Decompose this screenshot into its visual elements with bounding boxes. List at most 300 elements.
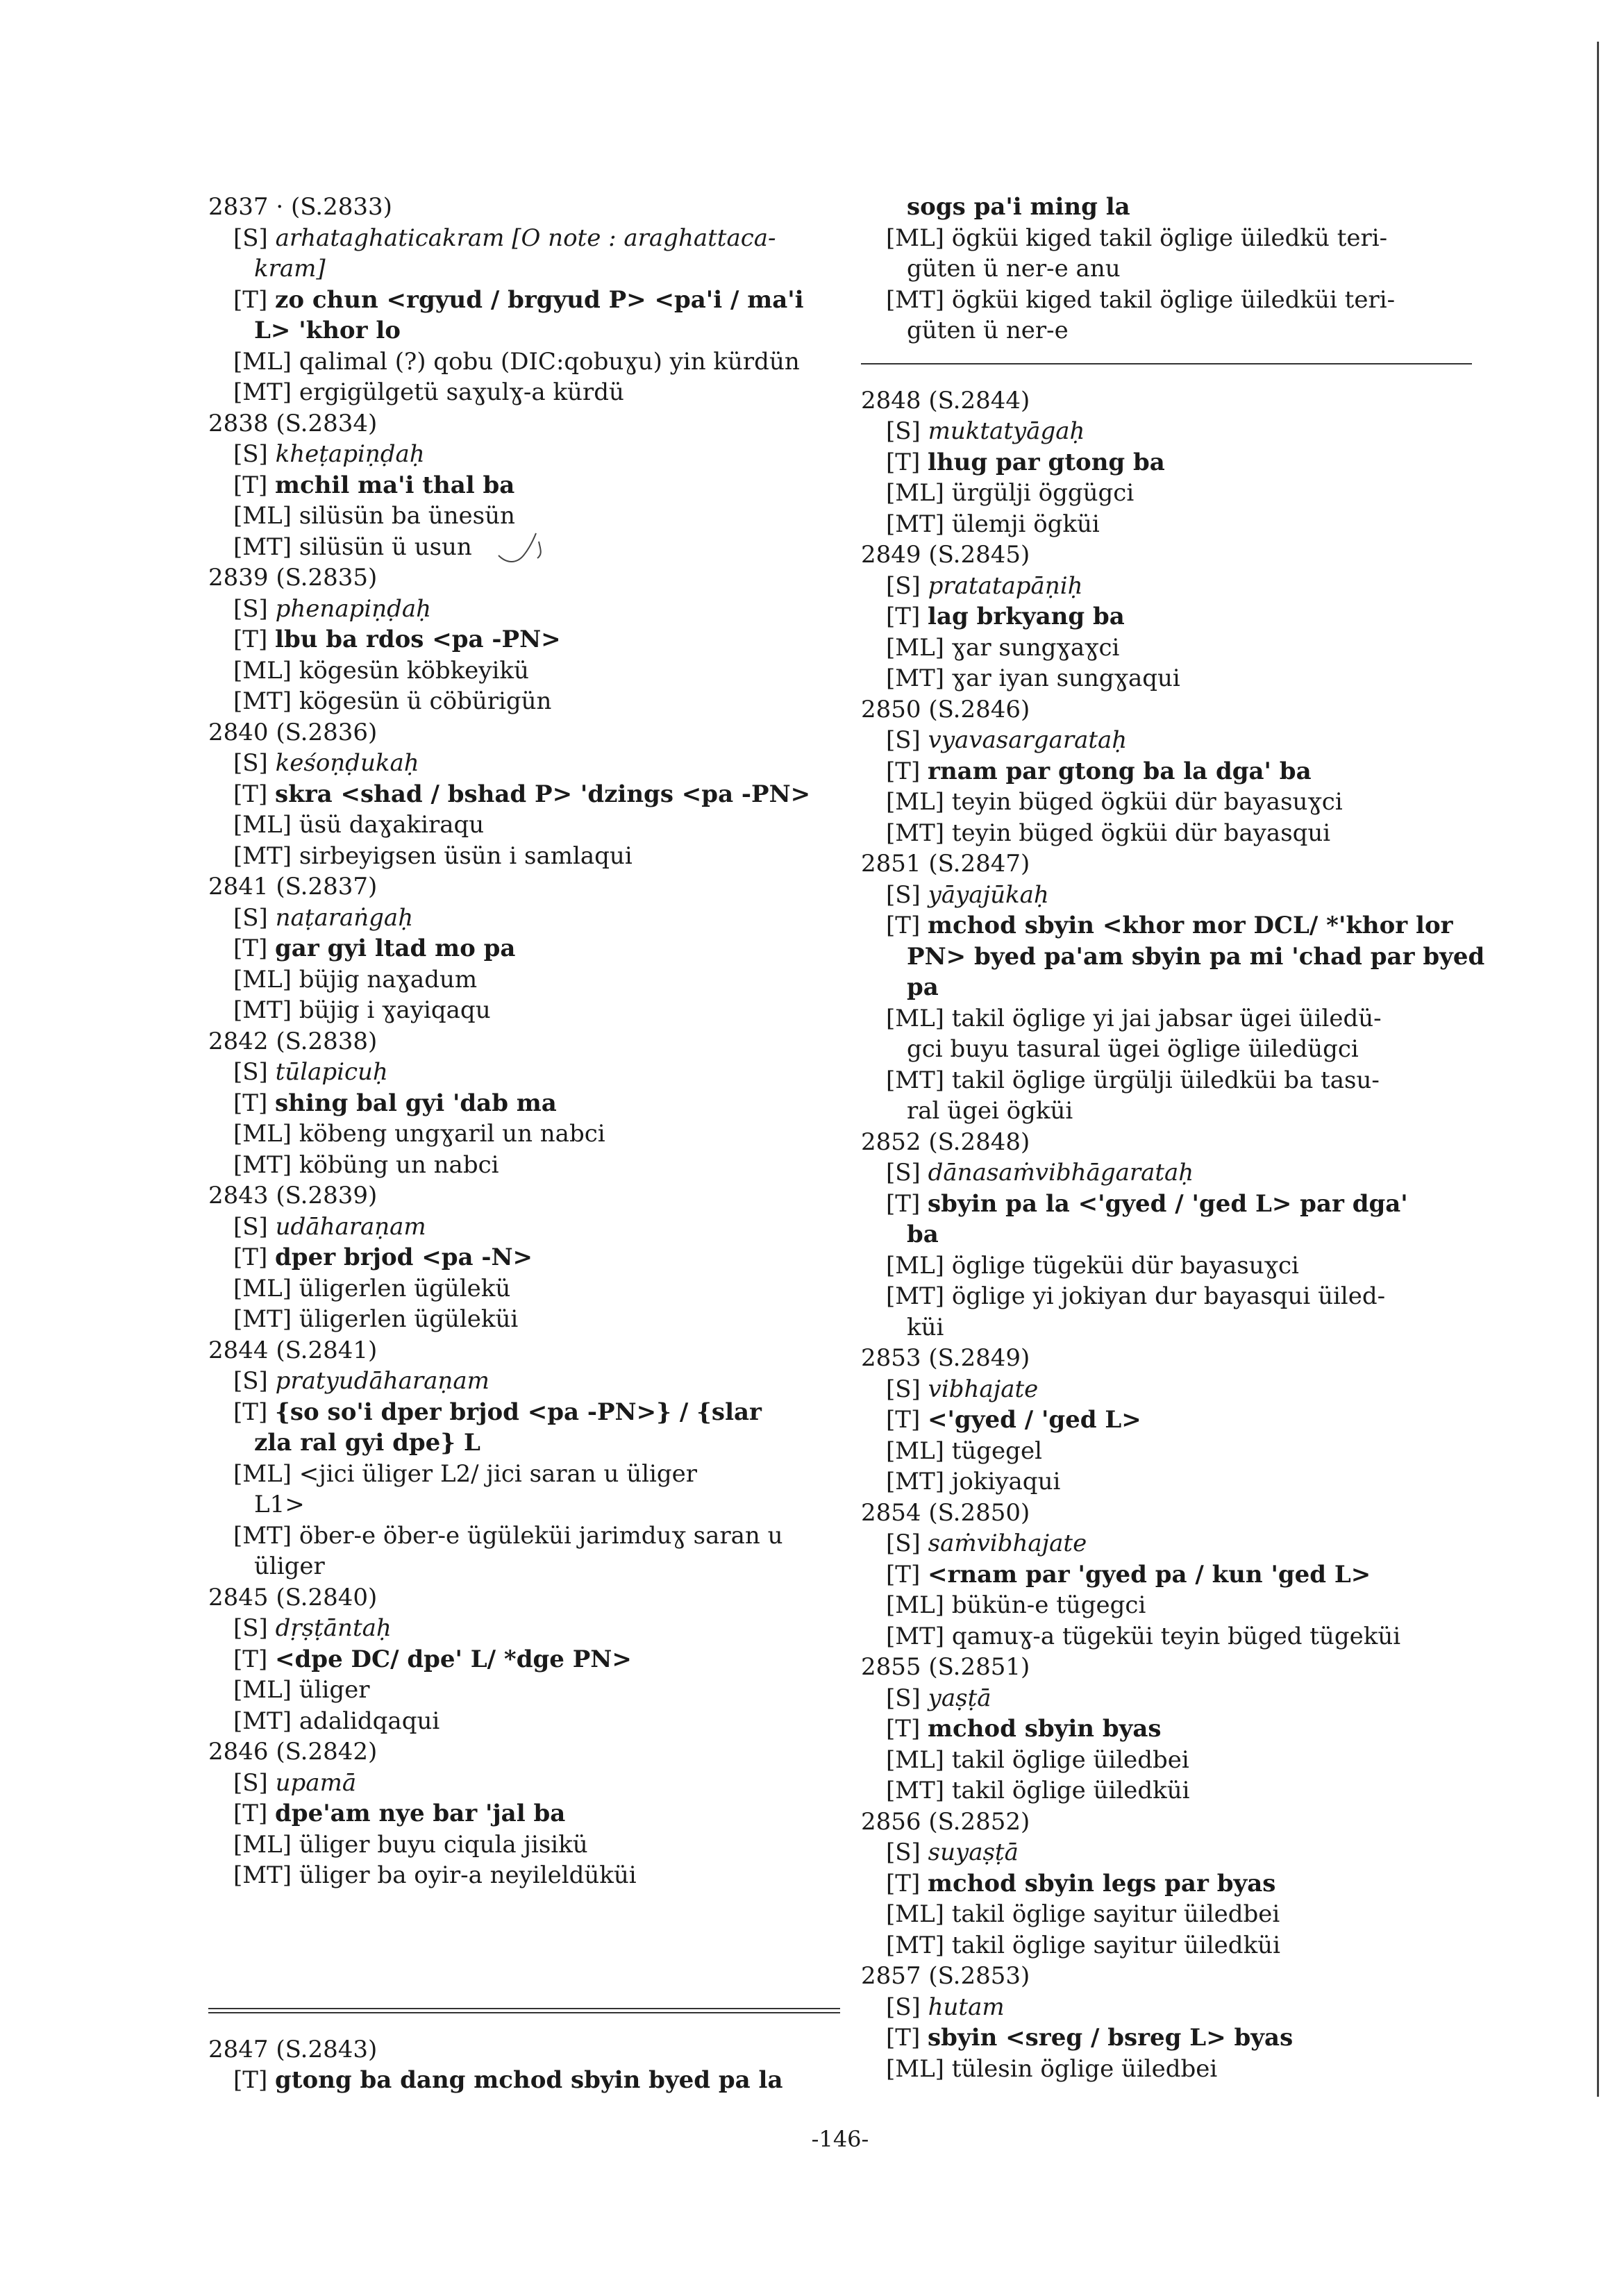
field-label: [MT] <box>886 819 945 847</box>
entry-line <box>861 601 1472 632</box>
entry-heading: 2852 (S.2848) <box>861 1128 1030 1156</box>
field-label: [S] <box>886 1838 921 1866</box>
entry-line <box>861 818 1472 849</box>
entry-line <box>208 1798 840 1829</box>
field-text: teyin büged ögküi dür bayasqui <box>951 819 1331 847</box>
field-text: takil öglige üiledbei <box>951 1745 1189 1774</box>
entry-line <box>861 571 1472 602</box>
field-text: jokiyaqui <box>951 1468 1061 1495</box>
field-label: [ML] <box>233 1676 292 1704</box>
entry-line <box>208 1273 840 1305</box>
field-text: zo chun <rgyud / brgyud P> <pa'i / ma'i <box>275 285 804 314</box>
field-text: muktatyāgaḥ <box>928 417 1085 445</box>
field-label: [T] <box>233 1800 268 1827</box>
entry-line <box>861 1065 1472 1096</box>
handwritten-mark-icon <box>493 528 549 569</box>
entry-line <box>208 285 840 316</box>
field-label: [T] <box>886 2024 921 2052</box>
entry-line <box>208 841 840 872</box>
field-text: üliger <box>299 1676 370 1704</box>
field-label: [ML] <box>233 656 292 685</box>
entry-line <box>208 964 840 996</box>
field-text: kögesün köbkeyikü <box>299 656 529 685</box>
entry-line <box>861 972 1472 1003</box>
entry-line <box>861 941 1485 973</box>
left-column <box>208 192 840 2096</box>
entry-line <box>208 903 840 934</box>
field-text: sogs pa'i ming la <box>907 193 1130 221</box>
page-number: -146- <box>811 2126 869 2152</box>
entry-line <box>208 346 840 378</box>
field-label: [S] <box>233 1614 268 1642</box>
field-label: [T] <box>886 1406 921 1434</box>
entry-heading: 2850 (S.2846) <box>861 695 1030 723</box>
field-text: <'gyed / 'ged L> <box>928 1406 1141 1434</box>
field-label: [MT] <box>886 1777 945 1804</box>
field-text: shing bal gyi 'dab ma <box>275 1089 557 1117</box>
field-text: tülesin öglige üiledbei <box>951 2054 1218 2083</box>
section-divider <box>861 363 1472 364</box>
field-text: <rnam par 'gyed pa / kun 'ged L> <box>928 1560 1371 1589</box>
field-text: pratatapāṇiḥ <box>928 571 1083 600</box>
field-label: [T] <box>886 1560 921 1589</box>
entry-line <box>861 663 1472 694</box>
entry-line <box>208 1829 840 1861</box>
entry-line <box>861 416 1472 447</box>
field-text: silüsün ü usun <box>299 533 472 561</box>
field-text: mchil ma'i thal ba <box>275 471 515 499</box>
field-text: keśoṇḍukaḥ <box>275 749 419 777</box>
field-text: phenapiṇḍaḥ <box>275 594 432 623</box>
entry-line <box>208 1675 840 1706</box>
entry-line <box>861 478 1472 509</box>
field-text: takil öglige yi jai jabsar ügei üiledü- <box>951 1004 1382 1032</box>
field-label: [MT] <box>886 1622 945 1650</box>
entry-line <box>208 748 840 779</box>
entry-line <box>861 1837 1472 1868</box>
field-label: [MT] <box>233 687 292 715</box>
field-text: L1> <box>254 1491 305 1518</box>
field-label: [ML] <box>233 1274 292 1302</box>
entry-line <box>208 779 840 810</box>
field-label: [T] <box>233 1243 268 1271</box>
field-text: kögesün ü cöbürigün <box>299 687 552 715</box>
field-text: arhataghaticakram [O note : araghattaca- <box>275 224 776 252</box>
field-text: lhug par gtong ba <box>928 448 1165 476</box>
field-text: dānasaṁvibhāgarataḥ <box>928 1159 1194 1187</box>
entry-line <box>861 1621 1472 1652</box>
field-label: [S] <box>886 1684 921 1712</box>
field-label: [T] <box>886 757 921 785</box>
field-label: [MT] <box>233 1150 292 1179</box>
field-text: köbüng un nabci <box>299 1150 499 1179</box>
entry-line <box>208 501 840 532</box>
entry-line <box>208 624 840 655</box>
field-label: [ML] <box>233 502 292 530</box>
entry-line <box>861 725 1472 756</box>
entry-heading: 2847 (S.2843) <box>208 2035 378 2063</box>
entry-line <box>861 1528 1472 1559</box>
field-text: L> 'khor lo <box>254 317 401 344</box>
entry-line <box>861 1281 1472 1312</box>
entry-line <box>208 223 840 254</box>
field-text: mchod sbyin legs par byas <box>928 1869 1276 1897</box>
field-text: qalimal (?) qobu (DIC:qobuɣu) yin kürdün <box>299 347 800 376</box>
entry-line <box>208 686 840 717</box>
entry-line <box>208 1427 840 1459</box>
field-label: [S] <box>886 880 921 909</box>
field-label: [ML] <box>233 1120 292 1148</box>
entry-line <box>861 223 1472 254</box>
field-text: ergigülgetü saɣulɣ-a kürdü <box>299 378 624 406</box>
entry-line <box>208 470 840 501</box>
field-label: [MT] <box>233 996 292 1024</box>
field-label: [ML] <box>886 1745 944 1774</box>
spacer <box>208 2013 840 2034</box>
field-text: qamuɣ-a tügeküi teyin büged tügeküi <box>951 1622 1401 1650</box>
field-label: [S] <box>233 1212 268 1241</box>
entry-line <box>208 1860 840 1891</box>
field-label: [T] <box>233 1398 268 1426</box>
field-text: udāharaṇam <box>275 1212 426 1241</box>
field-label: [S] <box>233 1058 268 1086</box>
entry-heading: 2841 (S.2837) <box>208 873 378 900</box>
field-label: [ML] <box>233 1830 292 1859</box>
field-label: [ML] <box>886 633 944 662</box>
field-text: <dpe DC/ dpe' L/ *dge PN> <box>275 1645 632 1673</box>
field-label: [MT] <box>886 1066 945 1094</box>
field-text: yāyajūkaḥ <box>928 880 1049 909</box>
field-label: [ML] <box>886 1004 944 1032</box>
field-label: [S] <box>886 1375 921 1403</box>
field-text: pratyudāharaṇam <box>275 1367 489 1395</box>
entry-line <box>208 1613 840 1644</box>
entry-line <box>208 1459 840 1490</box>
entry-line <box>208 1768 840 1799</box>
field-label: [T] <box>886 1869 921 1897</box>
field-text: dper brjod <pa -N> <box>275 1243 533 1271</box>
field-label: [T] <box>233 285 268 314</box>
entry-line <box>861 2022 1472 2054</box>
field-text: vibhajate <box>928 1375 1039 1403</box>
field-text: PN> byed pa'am sbyin pa mi 'chad par byed <box>907 942 1485 971</box>
field-text: üliger ba oyir-a neyileldüküi <box>299 1861 637 1889</box>
field-label: [T] <box>233 471 268 499</box>
entry-line <box>861 1775 1472 1807</box>
entry-line <box>861 1034 1472 1065</box>
field-label: [ML] <box>233 1459 292 1488</box>
entry-line <box>208 933 840 964</box>
field-label: [MT] <box>233 1861 292 1889</box>
field-label: [ML] <box>886 1251 944 1280</box>
field-text: lbu ba rdos <pa -PN> <box>275 626 561 653</box>
field-text: vyavasargarataḥ <box>928 726 1128 754</box>
field-label: [T] <box>233 2066 268 2094</box>
entry-line <box>208 1088 840 1119</box>
field-text: ɣar iyan sungɣaqui <box>951 664 1180 692</box>
field-text: kheṭapiṇḍaḥ <box>275 440 425 468</box>
field-label: [T] <box>233 1089 268 1117</box>
field-label: [ML] <box>886 1591 944 1619</box>
entry-line <box>208 1242 840 1273</box>
field-label: [T] <box>886 448 921 476</box>
entry-line <box>208 594 840 625</box>
field-label: [S] <box>886 1159 921 1187</box>
field-text: büjig i ɣayiqaqu <box>299 996 491 1024</box>
field-label: [ML] <box>233 965 292 994</box>
field-text: suyaṣṭā <box>928 1838 1019 1866</box>
entry-line <box>861 1157 1472 1189</box>
field-label: [T] <box>233 935 268 962</box>
entry-line <box>208 439 840 470</box>
field-label: [T] <box>233 626 268 653</box>
field-label: [T] <box>886 1189 921 1218</box>
field-text: ürgülji öggügci <box>951 479 1135 507</box>
entry-line <box>208 810 840 841</box>
field-label: [S] <box>886 571 921 600</box>
entry-line <box>208 995 840 1026</box>
entry-line <box>861 1312 1472 1343</box>
field-text: adalidqaqui <box>299 1707 440 1735</box>
field-text: naṭaraṅgaḥ <box>275 903 414 932</box>
field-text: sbyin pa la <'gyed / 'ged L> par dga' <box>928 1189 1408 1218</box>
field-label: [MT] <box>886 285 945 314</box>
right-column <box>861 192 1485 2084</box>
entry-heading: 2842 (S.2838) <box>208 1027 378 1055</box>
field-text: takil öglige ürgülji üiledküi ba tasu- <box>951 1066 1380 1094</box>
field-label: [MT] <box>233 378 292 406</box>
field-label: [S] <box>233 749 268 777</box>
field-text: ɣar sungɣaɣci <box>951 633 1120 662</box>
field-text: bükün-e tügegci <box>951 1591 1146 1619</box>
field-text: üsü daɣakiraqu <box>299 811 485 839</box>
field-text: üliger <box>254 1552 325 1580</box>
field-text: sbyin <sreg / bsreg L> byas <box>928 2024 1294 2052</box>
entry-line <box>861 1405 1472 1436</box>
entry-line <box>208 1397 840 1428</box>
field-text: küi <box>907 1313 944 1341</box>
field-text: üliger buyu ciqula jisikü <box>299 1830 588 1859</box>
field-label: [ML] <box>886 1436 944 1465</box>
entry-line <box>861 192 1472 223</box>
field-label: [MT] <box>886 510 945 538</box>
field-label: [S] <box>886 726 921 754</box>
entry-heading: 2843 (S.2839) <box>208 1182 378 1209</box>
field-text: büjig naɣadum <box>299 965 478 994</box>
field-label: [S] <box>233 594 268 623</box>
entry-line <box>861 1899 1472 1930</box>
entry-line <box>861 1374 1472 1405</box>
field-label: [MT] <box>233 1521 292 1550</box>
entry-line <box>861 1096 1472 1127</box>
entry-heading: 2845 (S.2840) <box>208 1583 378 1611</box>
field-text: mchod sbyin <khor mor DCL/ *'khor lor <box>928 912 1453 939</box>
entry-line <box>208 377 840 408</box>
field-label: [MT] <box>886 664 945 692</box>
field-label: [S] <box>233 224 268 252</box>
entry-heading: 2857 (S.2853) <box>861 1962 1030 1990</box>
entry-line <box>208 1551 840 1582</box>
entry-line <box>861 632 1472 664</box>
entry-line <box>861 285 1472 316</box>
field-text: {so so'i dper brjod <pa -PN>} / {slar <box>275 1398 762 1426</box>
entry-line <box>861 253 1472 285</box>
entry-heading: 2853 (S.2849) <box>861 1344 1030 1372</box>
entry-line <box>861 1436 1472 1467</box>
field-label: [S] <box>886 1993 921 2021</box>
field-text: mchod sbyin byas <box>928 1715 1162 1743</box>
field-text: <jici üliger L2/ jici saran u üliger <box>299 1459 698 1488</box>
entry-line <box>208 253 840 285</box>
entry-line <box>861 1466 1472 1498</box>
entry-heading: 2844 (S.2841) <box>208 1336 378 1364</box>
entry-line <box>861 1992 1472 2023</box>
field-text: kram] <box>254 255 326 283</box>
entry-line <box>861 1713 1472 1745</box>
field-label: [ML] <box>233 347 292 376</box>
entry-line <box>861 1590 1472 1621</box>
field-text: köbeng ungɣaril un nabci <box>299 1120 605 1148</box>
entry-line <box>208 1366 840 1397</box>
field-text: ba <box>907 1221 939 1248</box>
field-text: zla ral gyi dpe} L <box>254 1429 480 1457</box>
field-label: [S] <box>886 1530 921 1557</box>
entry-line <box>208 655 840 687</box>
entry-heading: 2837 · (S.2833) <box>208 193 392 221</box>
field-label: [MT] <box>886 1282 945 1310</box>
field-label: [S] <box>233 903 268 932</box>
field-label: [T] <box>233 780 268 808</box>
entry-line <box>861 787 1472 818</box>
entry-line <box>861 880 1472 911</box>
field-label: [ML] <box>886 2054 944 2083</box>
entry-line <box>861 1250 1472 1282</box>
entry-heading: 2855 (S.2851) <box>861 1653 1030 1681</box>
entry-line <box>861 1930 1472 1961</box>
field-label: [S] <box>886 417 921 445</box>
field-text: rnam par gtong ba la dga' ba <box>928 757 1312 785</box>
field-text: gtong ba dang mchod sbyin byed pa la <box>275 2066 783 2094</box>
entry-line <box>208 1304 840 1335</box>
entry-line <box>861 315 1472 346</box>
entry-line <box>208 1520 840 1552</box>
field-text: üligerlen ügülekü <box>299 1274 511 1302</box>
entry-line <box>208 1118 840 1150</box>
field-label: [ML] <box>886 479 944 507</box>
field-text: öglige yi jokiyan dur bayasqui üiled- <box>951 1282 1386 1310</box>
entry-line <box>861 756 1472 787</box>
field-text: dpe'am nye bar 'jal ba <box>275 1800 566 1827</box>
field-label: [T] <box>886 912 921 939</box>
entry-heading: 2840 (S.2836) <box>208 718 378 746</box>
field-label: [MT] <box>233 841 292 870</box>
entry-line <box>208 1706 840 1737</box>
field-text: tügegel <box>951 1436 1042 1465</box>
entry-line <box>208 2065 840 2096</box>
field-label: [MT] <box>233 533 292 561</box>
field-text: ögküi kiged takil öglige üiledkü teri- <box>951 224 1388 252</box>
entry-line <box>861 910 1472 941</box>
entry-heading: 2848 (S.2844) <box>861 386 1030 414</box>
entry-line <box>861 1003 1472 1034</box>
spacer <box>208 1891 840 2008</box>
field-text: üligerlen ügüleküi <box>299 1305 519 1333</box>
entry-line <box>208 1150 840 1181</box>
entry-line <box>208 1489 840 1520</box>
field-text: ülemji ögküi <box>951 510 1100 538</box>
field-text: takil öglige sayitur üiledküi <box>951 1931 1280 1959</box>
field-label: [ML] <box>886 224 944 252</box>
field-text: saṁvibhajate <box>928 1530 1087 1557</box>
entry-line <box>861 447 1472 478</box>
entry-line <box>861 1868 1472 1900</box>
field-text: silüsün ba ünesün <box>299 502 515 530</box>
field-text: sirbeyigsen üsün i samlaqui <box>299 841 633 870</box>
field-label: [S] <box>233 440 268 468</box>
field-label: [MT] <box>233 1707 292 1735</box>
entry-line <box>208 1212 840 1243</box>
field-label: [T] <box>886 603 921 630</box>
entry-line <box>208 1057 840 1088</box>
entry-heading: 2849 (S.2845) <box>861 541 1030 569</box>
field-text: takil öglige sayitur üiledbei <box>951 1900 1280 1928</box>
entry-line <box>861 1219 1472 1250</box>
field-text: hutam <box>928 1993 1005 2021</box>
field-label: [ML] <box>886 788 944 816</box>
field-text: gci buyu tasural ügei öglige üiledügci <box>907 1035 1359 1063</box>
field-text: takil öglige üiledküi <box>951 1777 1190 1804</box>
entry-line <box>861 1559 1472 1591</box>
field-text: yaṣṭā <box>928 1684 991 1712</box>
field-text: öber-e öber-e ügüleküi jarimduɣ saran u <box>299 1521 783 1550</box>
field-label: [MT] <box>886 1931 945 1959</box>
entry-line <box>861 509 1472 540</box>
field-label: [MT] <box>886 1468 945 1495</box>
field-text: upamā <box>275 1768 357 1797</box>
field-label: [S] <box>233 1768 268 1797</box>
field-label: [T] <box>886 1715 921 1743</box>
field-label: [S] <box>233 1367 268 1395</box>
field-label: [ML] <box>233 811 292 839</box>
field-text: güten ü ner-e anu <box>907 255 1121 283</box>
field-text: tūlapicuḥ <box>275 1058 388 1086</box>
entry-line <box>861 1683 1472 1714</box>
entry-heading: 2854 (S.2850) <box>861 1498 1030 1527</box>
field-text: gar gyi ltad mo pa <box>275 935 516 962</box>
field-text: teyin büged ögküi dür bayasuɣci <box>951 788 1343 816</box>
entry-line <box>208 1644 840 1675</box>
entry-heading: 2839 (S.2835) <box>208 564 378 592</box>
field-text: ögküi kiged takil öglige üiledküi teri- <box>951 285 1396 314</box>
entry-heading: 2851 (S.2847) <box>861 850 1030 878</box>
field-text: skra <shad / bshad P> 'dzings <pa -PN> <box>275 780 811 808</box>
entry-heading: 2846 (S.2842) <box>208 1738 378 1766</box>
field-text: dṛṣṭāntaḥ <box>275 1614 392 1642</box>
field-label: [T] <box>233 1645 268 1673</box>
field-text: güten ü ner-e <box>907 317 1069 344</box>
field-label: [ML] <box>886 1900 944 1928</box>
entry-line <box>208 315 840 346</box>
section-divider <box>208 2008 840 2013</box>
field-text: lag brkyang ba <box>928 603 1125 630</box>
field-text: öglige tügeküi dür bayasuɣci <box>951 1251 1299 1280</box>
entry-line <box>861 1189 1472 1220</box>
field-text: ral ügei ögküi <box>907 1097 1073 1125</box>
page-margin-bar <box>1597 42 1599 2097</box>
field-label: [MT] <box>233 1305 292 1333</box>
field-text: pa <box>907 973 939 1001</box>
entry-heading: 2856 (S.2852) <box>861 1807 1030 1836</box>
